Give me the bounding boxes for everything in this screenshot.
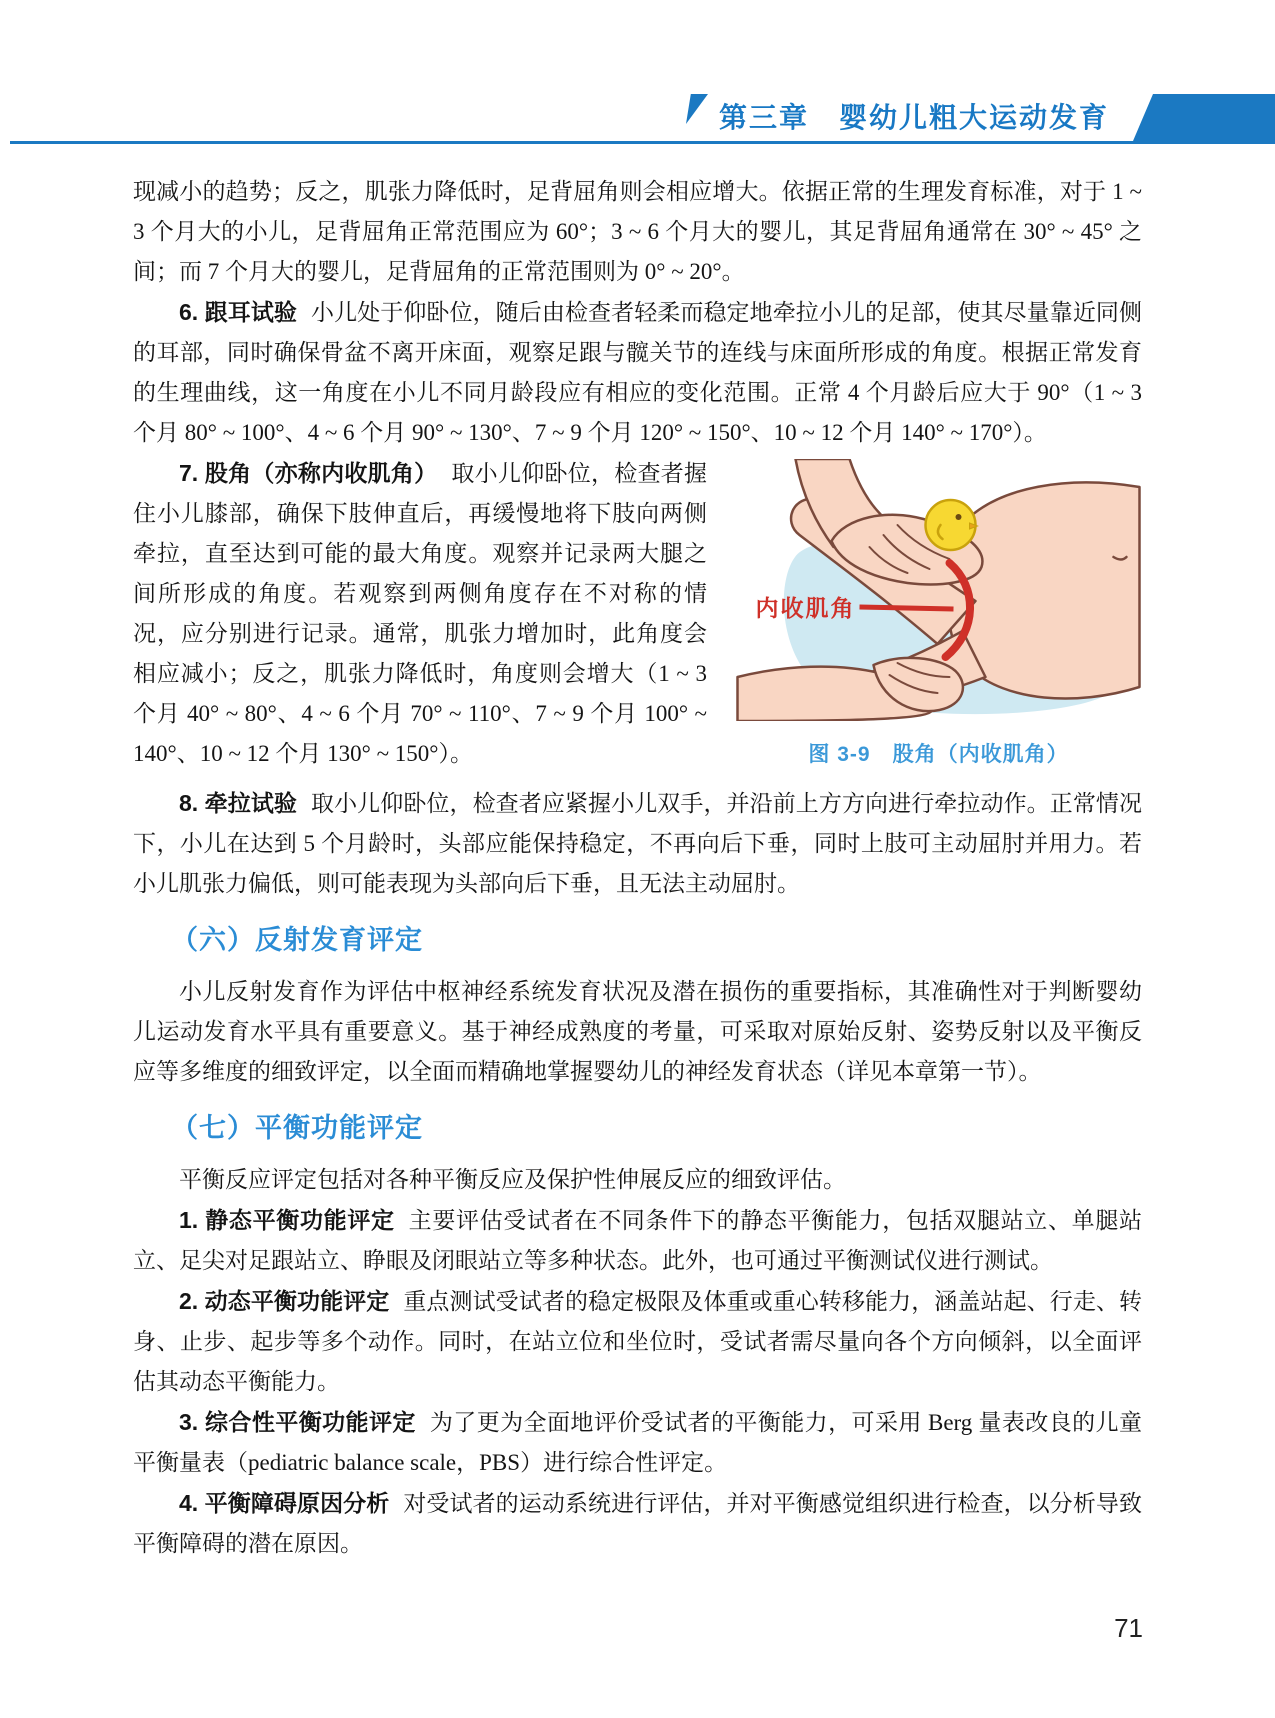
paragraph-balance-disorder [133, 1483, 1142, 1564]
item-label-balance-disorder: 4. 平衡障碍原因分析 [179, 1490, 390, 1516]
adductor-angle-label: 内收肌角 [755, 595, 856, 621]
banner-notch-icon [686, 94, 708, 124]
item-text-comprehensive-balance: 为了更为全面地评价受试者的平衡能力，可采用 Berg 量表改良的儿童平衡量表（pediatric balance scale，PBS）进行综合性评定。 [133, 1410, 1142, 1475]
paragraph-heel-ear-test [133, 292, 1142, 453]
paragraph-continuation: 现减小的趋势；反之，肌张力降低时，足背屈角则会相应增大。依据正常的生理发育标准，对于 1 ~ 3 个月大的小儿，足背屈角正常范围应为 60°；3 ~ 6 个月大的婴儿，其足背屈角通常在 30° ~ 45° 之间；而 7 个月大的婴儿，足背屈角的正常范围则为 0° ~ 20°。 [133, 179, 1142, 284]
paragraph-hip-angle-block [133, 453, 1142, 783]
item-text-heel-ear: 小儿处于仰卧位，随后由检查者轻柔而稳定地牵拉小儿的足部，使其尽量靠近同侧的耳部，同时确保骨盆不离开床面，观察足跟与髋关节的连线与床面所形成的角度。根据正常发育的生理曲线，这一角度在小儿不同月龄段应有相应的变化范围。正常 4 个月龄后应大于 90°（1 ~ 3 个月 80° ~ 100°、4 ~ 6 个月 90° ~ 130°、7 ~ 9 个月 120° ~ 150°、10 ~ 12 个月 140° ~ 170°）。 [133, 300, 1142, 445]
item-label-static-balance: 1. 静态平衡功能评定 [179, 1207, 395, 1233]
page-content [133, 172, 1142, 1564]
item-text-pull-test: 取小儿仰卧位，检查者应紧握小儿双手，并沿前上方方向进行牵拉动作。正常情况下，小儿在达到 5 个月龄时，头部应能保持稳定，不再向后下垂，同时上肢可主动屈肘并用力。若小儿肌张力偏低，则可能表现为头部向后下垂，且无法主动屈肘。 [133, 791, 1142, 896]
item-text-dynamic-balance: 重点测试受试者的稳定极限及体重或重心转移能力，涵盖站起、行走、转身、止步、起步等多个动作。同时，在站立位和坐位时，受试者需尽量向各个方向倾斜，以全面评估其动态平衡能力。 [133, 1289, 1142, 1394]
paragraph-balance-intro: 平衡反应评定包括对各种平衡反应及保护性伸展反应的细致评估。 [179, 1167, 846, 1192]
paragraph-comprehensive-balance [133, 1402, 1142, 1483]
banner-color-block [1133, 94, 1275, 141]
item-label-hip-angle: 7. 股角（亦称内收肌角） [179, 460, 438, 486]
header-rule [10, 141, 1275, 144]
chapter-title: 第三章 婴幼儿粗大运动发育 [711, 94, 1133, 141]
paragraph-static-balance [133, 1200, 1142, 1281]
item-text-hip-angle: 取小儿仰卧位，检查者握住小儿膝部，确保下肢伸直后，再缓慢地将下肢向两侧牵拉，直至达到可能的最大角度。观察并记录两大腿之间所形成的角度。若观察到两侧角度存在不对称的情况，应分别进行记录。通常，肌张力增加时，此角度会相应减小；反之，肌张力降低时，角度则会增大（1 ~ 3 个月 40° ~ 80°、4 ~ 6 个月 70° ~ 110°、7 ~ 9 个月 100° ~ 140°、10 ~ 12 个月 130° ~ 150°）。 [133, 461, 708, 766]
figure-3-9 [735, 459, 1142, 775]
section-heading-reflex: （六）反射发育评定 [171, 925, 423, 955]
paragraph-pull-test [133, 783, 1142, 904]
item-label-heel-ear: 6. 跟耳试验 [179, 299, 297, 325]
paragraph-dynamic-balance [133, 1281, 1142, 1402]
adductor-angle-leader [860, 607, 954, 609]
chick-toy-icon [926, 500, 978, 550]
item-label-comprehensive-balance: 3. 综合性平衡功能评定 [179, 1409, 416, 1435]
item-text-static-balance: 主要评估受试者在不同条件下的静态平衡能力，包括双腿站立、单腿站立、足尖对足跟站立、睁眼及闭眼站立等多种状态。此外，也可通过平衡测试仪进行测试。 [133, 1208, 1142, 1273]
section-heading-balance: （七）平衡功能评定 [171, 1113, 423, 1143]
figure-caption: 图 3-9 股角（内收肌角） [808, 743, 1069, 766]
chapter-banner [686, 94, 1275, 141]
page-number: 71 [1114, 1613, 1143, 1643]
item-label-pull-test: 8. 牵拉试验 [179, 790, 297, 816]
item-label-dynamic-balance: 2. 动态平衡功能评定 [179, 1288, 390, 1314]
adductor-angle-illustration [735, 459, 1142, 721]
item-text-balance-disorder: 对受试者的运动系统进行评估，并对平衡感觉组织进行检查，以分析导致平衡障碍的潜在原因。 [133, 1491, 1142, 1556]
paragraph-reflex: 小儿反射发育作为评估中枢神经系统发育状况及潜在损伤的重要指标，其准确性对于判断婴幼儿运动发育水平具有重要意义。基于神经成熟度的考量，可采取对原始反射、姿势反射以及平衡反应等多维度的细致评定，以全面而精确地掌握婴幼儿的神经发育状态（详见本章第一节）。 [133, 979, 1142, 1084]
